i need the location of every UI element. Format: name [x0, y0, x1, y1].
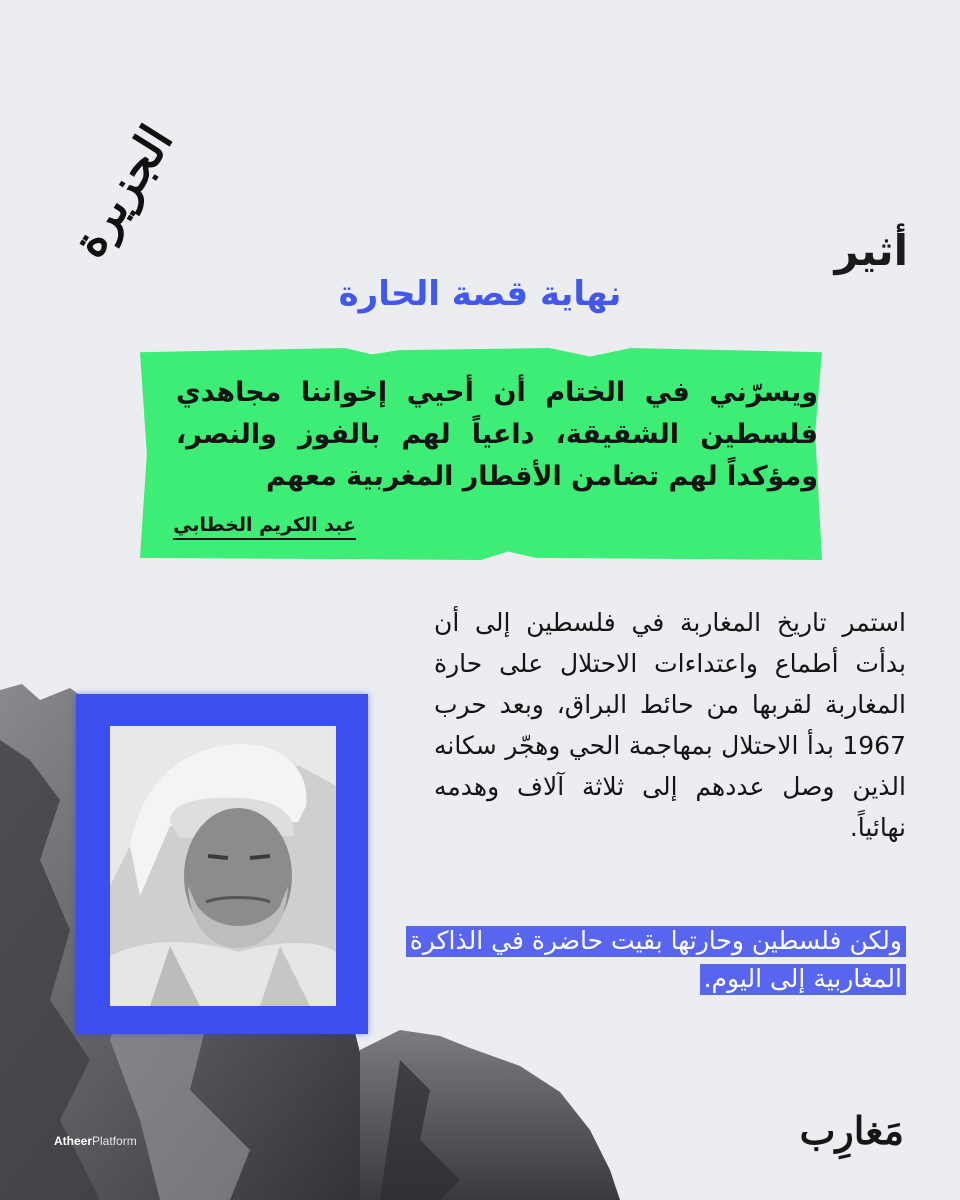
platform-bold: Atheer	[54, 1134, 93, 1148]
aljazeera-logo-text: الجزيرة	[60, 115, 184, 267]
platform-rest: Platform	[92, 1134, 137, 1148]
quote-author: عبد الكريم الخطابي	[173, 514, 356, 540]
quote-text: ويسرّني في الختام أن أحيي إخواننا مجاهدي فلسطين الشقيقة، داعياً لهم بالفوز والنصر، ومؤكداً لهم تضامن الأقطار المغربية معهم	[176, 377, 818, 492]
aljazeera-logo	[40, 115, 184, 270]
atheer-platform-mark	[54, 1134, 137, 1148]
highlight-paragraph	[400, 922, 906, 998]
portrait-photo	[110, 726, 336, 1006]
atheer-brand: أثير	[834, 226, 908, 275]
mghareb-logo: مَغارِب	[799, 1108, 904, 1153]
page-title: نهاية قصة الحارة	[338, 274, 622, 314]
body-paragraph: استمر تاريخ المغاربة في فلسطين إلى أن بدأت أطماع واعتداءات الاحتلال على حارة المغاربة لقربها من حائط البراق، وبعد حرب 1967 بدأ الاحتلال بمهاجمة الحي وهجّر سكانه الذين وصل عددهم إلى ثلاثة آلاف وهدمه نهائياً.	[434, 608, 906, 842]
highlight-text: ولكن فلسطين وحارتها بقيت حاضرة في الذاكرة المغاربية إلى اليوم.	[406, 926, 906, 995]
portrait-icon	[110, 726, 336, 1006]
